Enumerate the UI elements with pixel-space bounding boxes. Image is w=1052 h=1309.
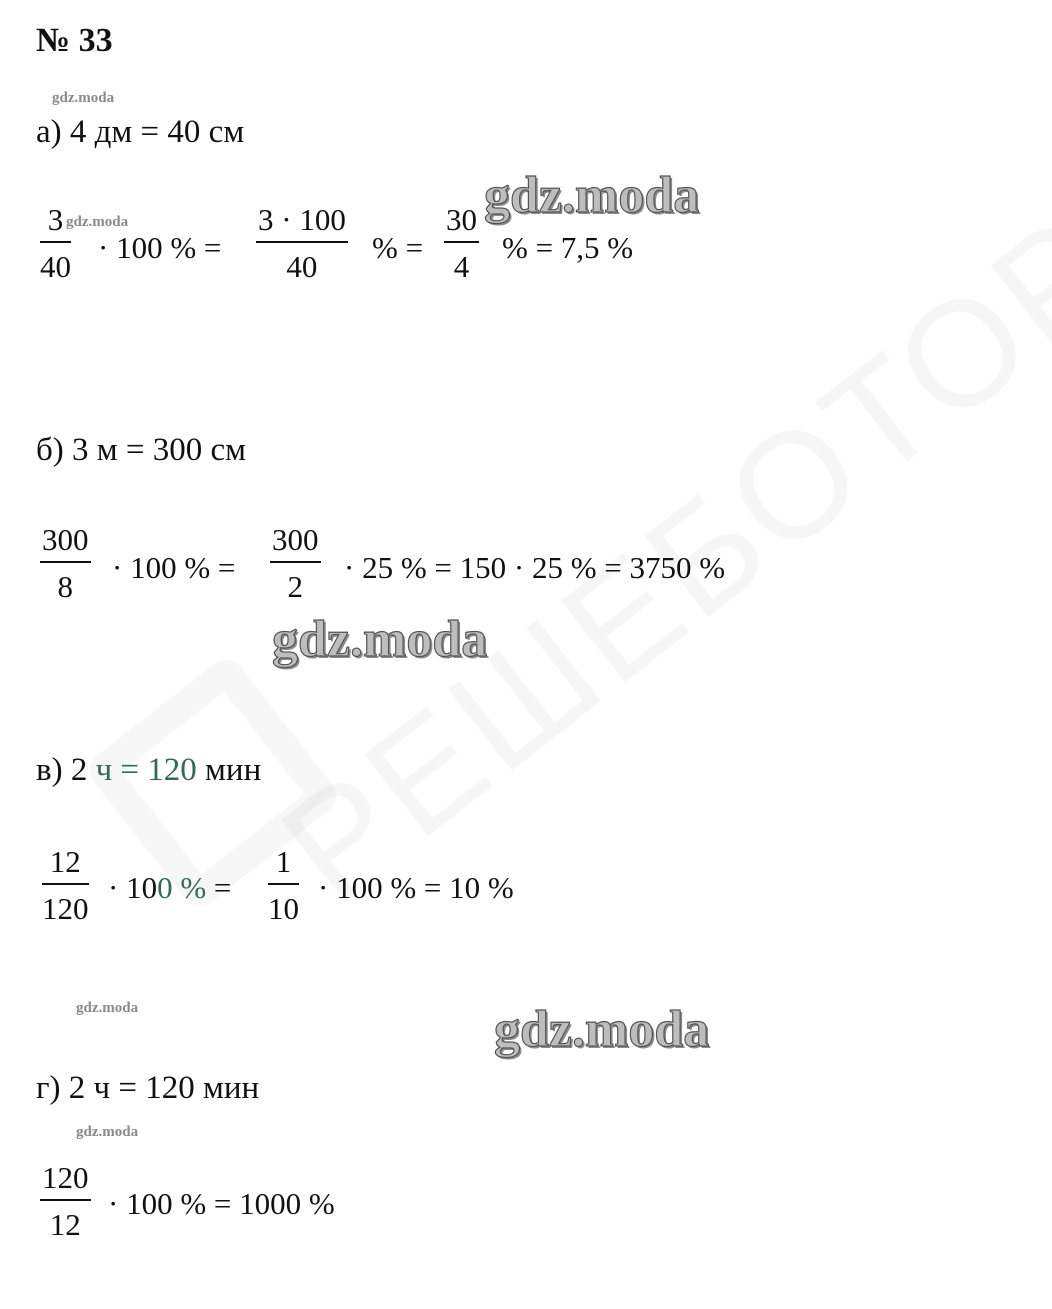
part-v-heading (36, 754, 261, 787)
part-v-operator-1 (108, 872, 231, 903)
part-b-operator-2: · 25 % = 150 · 25 % = 3750 % (344, 550, 726, 585)
part-v-heading-highlight: ч = 120 (95, 752, 197, 788)
denominator: 2 (287, 568, 303, 604)
denominator: 8 (57, 568, 73, 604)
denominator: 12 (49, 1206, 81, 1242)
numerator: 300 (272, 522, 319, 557)
part-b-fraction-2 (270, 524, 321, 602)
denominator: 40 (286, 248, 318, 284)
part-v-heading-end: мин (196, 752, 262, 788)
part-v-operator-2: · 100 % = 10 % (318, 870, 514, 905)
part-a-heading: а) 4 дм = 40 см (36, 114, 245, 150)
watermark-large: gdz.moda (272, 611, 488, 668)
denominator: 120 (42, 890, 89, 926)
numerator: 300 (42, 522, 89, 557)
watermark-large: gdz.moda (494, 1001, 710, 1058)
part-b-operator-1: · 100 % = (112, 550, 236, 585)
denominator: 40 (40, 248, 71, 284)
denominator: 4 (453, 248, 470, 284)
watermark-small: gdz.moda (76, 1124, 139, 1140)
part-v-operator-1-start: · 10 (108, 870, 158, 905)
part-a-operator-3: % = 7,5 % (502, 230, 634, 265)
part-v-heading-start: в) 2 (36, 752, 96, 788)
part-a-fraction-2 (256, 204, 348, 282)
numerator: 3 (47, 202, 64, 237)
watermark-small: gdz.moda (76, 1000, 139, 1016)
part-g-fraction-1 (40, 1162, 91, 1240)
part-v-fraction-2 (268, 846, 299, 924)
numerator: 1 (275, 844, 292, 879)
part-a-operator-2: % = (372, 230, 424, 265)
part-g-heading: г) 2 ч = 120 мин (36, 1070, 260, 1106)
part-v-operator-1-end: = (206, 870, 232, 905)
part-g-operator-1: · 100 % = 1000 % (108, 1186, 335, 1221)
part-a-operator-1: · 100 % = (98, 230, 222, 265)
part-b-fraction-1 (40, 524, 91, 602)
part-a-fraction-3 (444, 204, 479, 282)
numerator: 12 (49, 844, 81, 879)
numerator: 120 (42, 1160, 89, 1195)
watermark-small: gdz.moda (66, 214, 129, 230)
part-v-fraction-1 (42, 846, 89, 924)
watermark-small: gdz.moda (52, 90, 115, 106)
part-v-operator-1-highlight: 0 % (157, 870, 207, 905)
numerator: 30 (446, 202, 477, 237)
denominator: 10 (268, 890, 299, 926)
numerator: 3 · 100 (258, 202, 346, 237)
part-b-heading: б) 3 м = 300 см (36, 432, 247, 468)
problem-number: № 33 (36, 22, 113, 59)
watermark-large: gdz.moda (484, 167, 700, 224)
